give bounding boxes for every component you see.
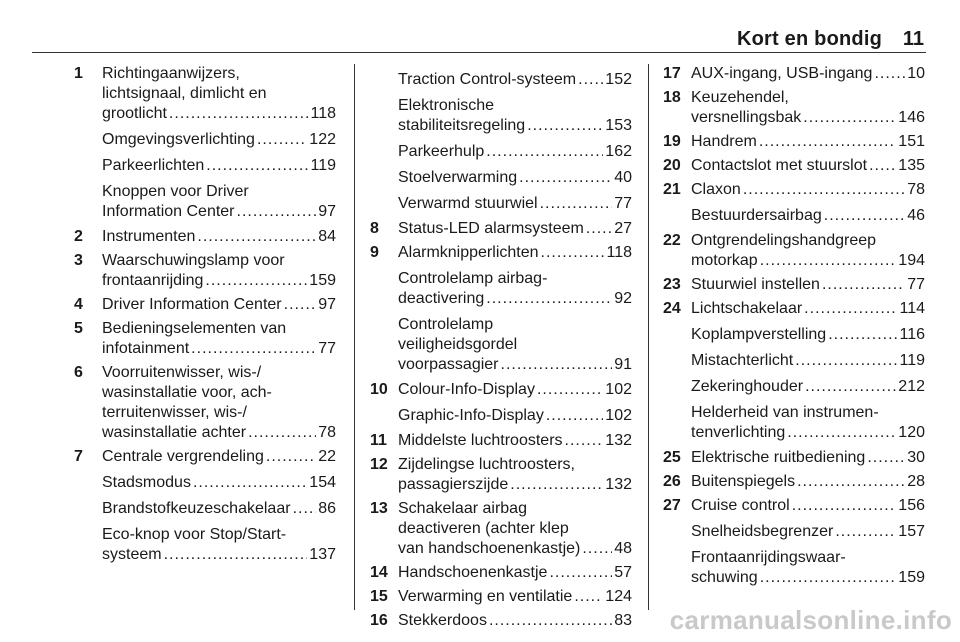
entry-last-line [398, 355, 632, 375]
entry-last-line [102, 227, 336, 247]
entry-page-number: 119 [899, 352, 925, 369]
index-entry [370, 315, 632, 375]
entry-page-number: 124 [605, 588, 632, 605]
entry-page-number: 84 [318, 228, 336, 245]
entry-text: Stadsmodus [102, 474, 191, 491]
entry-text: tenverlichting [691, 424, 786, 441]
entry-page-number: 135 [898, 157, 925, 174]
entry-number: 18 [663, 89, 681, 106]
index-entry [74, 525, 336, 565]
entry-text: Colour-Info-Display [398, 381, 535, 398]
entry-text: Verwarmd stuurwiel [398, 195, 538, 212]
entry-text: infotainment [102, 340, 190, 357]
dot-leader [537, 380, 603, 400]
dot-leader [759, 132, 896, 152]
entry-text: Cruise control [691, 497, 790, 514]
dot-leader [582, 539, 612, 559]
index-entry [370, 269, 632, 309]
dot-leader [486, 142, 603, 162]
entry-page-number: 97 [318, 203, 336, 220]
entry-page-number: 132 [605, 432, 632, 449]
entry-text: Controlelamp [398, 316, 494, 333]
entry-text: stabiliteitsregeling [398, 117, 526, 134]
entry-last-line [102, 545, 336, 565]
entry-page-number: 159 [309, 272, 336, 289]
dot-leader [743, 180, 905, 200]
dot-leader [797, 472, 905, 492]
entry-text: Information Center [102, 203, 235, 220]
entry-number: 5 [74, 320, 83, 337]
entry-page-number: 156 [898, 497, 925, 514]
index-entry [663, 522, 925, 542]
entry-text: Driver Information Center [102, 296, 282, 313]
index-entry [663, 231, 925, 271]
entry-number: 4 [74, 296, 83, 313]
entry-text: deactivering [398, 290, 485, 307]
entry-text: Elektrische ruitbediening [691, 449, 866, 466]
entry-number: 12 [370, 456, 388, 473]
entry-text: Helderheid van instrumen- [691, 404, 879, 421]
entry-last-line [691, 64, 925, 84]
entry-last-line [398, 563, 632, 583]
entry-last-line [398, 194, 632, 214]
entry-text: van handschoenenkastje) [398, 540, 581, 557]
entry-text: Mistachterlicht [691, 352, 794, 369]
entry-text: Bestuurdersairbag [691, 207, 822, 224]
entry-page-number: 77 [318, 340, 336, 357]
dot-leader [549, 563, 612, 583]
entry-last-line [691, 496, 925, 516]
dot-leader [795, 351, 897, 371]
dot-leader [193, 473, 307, 493]
entry-text: deactiveren (achter klep [398, 520, 569, 537]
index-entry [663, 325, 925, 345]
index-entry [663, 275, 925, 295]
entry-number: 21 [663, 181, 681, 198]
entry-page-number: 120 [898, 424, 925, 441]
index-entry [663, 548, 925, 588]
entry-last-line [691, 299, 925, 319]
index-entry [74, 251, 336, 291]
entry-last-line [102, 130, 336, 150]
entry-last-line [691, 423, 925, 443]
entry-last-line [398, 168, 632, 188]
dot-leader [164, 545, 308, 565]
entry-text: Middelste luchtroosters [398, 432, 563, 449]
entry-number: 9 [370, 244, 379, 261]
entry-last-line [691, 251, 925, 271]
entry-page-number: 48 [614, 540, 632, 557]
entry-text: Keuzehendel, [691, 89, 789, 106]
dot-leader [869, 156, 896, 176]
entry-last-line [102, 271, 336, 291]
entry-text: systeem [102, 546, 162, 563]
entry-page-number: 162 [605, 143, 632, 160]
entry-text: Eco-knop voor Stop/Start- [102, 526, 287, 543]
page-number: 11 [902, 28, 924, 50]
entry-text: Contactslot met stuurslot [691, 157, 868, 174]
entry-text: frontaanrijding [102, 272, 204, 289]
entry-text: Verwarming en ventilatie [398, 588, 573, 605]
entry-number: 15 [370, 588, 388, 605]
entry-last-line [102, 156, 336, 176]
entry-text: Bedieningselementen van [102, 320, 287, 337]
dot-leader [197, 227, 316, 247]
entry-page-number: 154 [309, 474, 336, 491]
dot-leader [191, 339, 316, 359]
index-entry [663, 377, 925, 397]
entry-last-line [691, 522, 925, 542]
entry-text: Schakelaar airbag [398, 500, 527, 517]
entry-page-number: 22 [318, 448, 336, 465]
entry-number: 22 [663, 232, 681, 249]
index-entry [370, 587, 632, 607]
index-entry [74, 447, 336, 467]
dot-leader [822, 275, 905, 295]
entry-text: Traction Control-systeem [398, 71, 577, 88]
dot-leader [237, 202, 317, 222]
entry-number: 6 [74, 364, 83, 381]
index-column-3 [663, 64, 925, 593]
index-entry [370, 194, 632, 214]
entry-page-number: 91 [614, 356, 632, 373]
entry-last-line [691, 325, 925, 345]
index-entry [370, 219, 632, 239]
entry-last-line [691, 472, 925, 492]
entry-page-number: 92 [614, 290, 632, 307]
index-entry [370, 431, 632, 451]
entry-text: wasinstallatie achter [102, 424, 247, 441]
dot-leader [284, 295, 317, 315]
entry-text: lichtsignaal, dimlicht en [102, 85, 267, 102]
entry-text: Alarmknipperlichten [398, 244, 539, 261]
dot-leader [266, 447, 316, 467]
entry-last-line [691, 448, 925, 468]
entry-text: Controlelamp airbag- [398, 270, 548, 287]
entry-text: AUX-ingang, USB-ingang [691, 65, 873, 82]
entry-text: veiligheidsgordel [398, 336, 518, 353]
entry-text: Graphic-Info-Display [398, 407, 544, 424]
entry-text: Ontgrendelingshandgreep [691, 232, 877, 249]
entry-page-number: 77 [614, 195, 632, 212]
entry-number: 26 [663, 473, 681, 490]
entry-page-number: 97 [318, 296, 336, 313]
entry-last-line [102, 447, 336, 467]
index-entry [663, 64, 925, 84]
dot-leader [169, 104, 309, 124]
entry-last-line [102, 499, 336, 519]
entry-number: 11 [370, 432, 387, 449]
entry-page-number: 122 [309, 131, 336, 148]
entry-last-line [398, 587, 632, 607]
index-entry [74, 295, 336, 315]
entry-text: Claxon [691, 181, 741, 198]
entry-number: 1 [74, 65, 83, 82]
entry-page-number: 118 [606, 244, 632, 261]
entry-text: Parkeerlichten [102, 157, 205, 174]
entry-text: Knoppen voor Driver [102, 183, 249, 200]
entry-page-number: 212 [898, 378, 925, 395]
entry-last-line [691, 156, 925, 176]
index-entry [74, 64, 336, 124]
entry-page-number: 157 [898, 523, 925, 540]
index-entry [74, 363, 336, 443]
index-entry [370, 406, 632, 426]
index-entry [74, 130, 336, 150]
index-entry [663, 403, 925, 443]
index-entry [663, 206, 925, 226]
dot-leader [828, 325, 897, 345]
entry-last-line [691, 108, 925, 128]
entry-last-line [398, 475, 632, 495]
dot-leader [205, 271, 307, 291]
entry-last-line [691, 180, 925, 200]
entry-text: grootlicht [102, 105, 167, 122]
dot-leader [586, 219, 612, 239]
entry-text: Stekkerdoos [398, 612, 487, 629]
entry-page-number: 152 [605, 71, 632, 88]
dot-leader [206, 156, 308, 176]
index-entry [370, 499, 632, 559]
entry-page-number: 10 [907, 65, 925, 82]
entry-text: Handrem [691, 133, 757, 150]
entry-last-line [398, 406, 632, 426]
entry-text: schuwing [691, 569, 758, 586]
entry-text: Stoelverwarming [398, 169, 518, 186]
dot-leader [574, 587, 603, 607]
entry-number: 13 [370, 500, 388, 517]
entry-page-number: 102 [605, 381, 632, 398]
entry-last-line [398, 116, 632, 136]
index-entry [370, 380, 632, 400]
entry-text: Buitenspiegels [691, 473, 796, 490]
entry-page-number: 159 [898, 569, 925, 586]
entry-text: Voorruitenwisser, wis-/ [102, 364, 262, 381]
page-header [32, 26, 926, 53]
entry-last-line [102, 473, 336, 493]
index-entry [663, 351, 925, 371]
entry-number: 24 [663, 300, 681, 317]
entry-text: versnellingsbak [691, 109, 802, 126]
entry-text: voorpassagier [398, 356, 499, 373]
dot-leader [867, 448, 905, 468]
entry-number: 2 [74, 228, 83, 245]
entry-number: 17 [663, 65, 681, 82]
index-entry [370, 96, 632, 136]
entry-page-number: 78 [318, 424, 336, 441]
entry-text: Centrale vergrendeling [102, 448, 264, 465]
dot-leader [578, 70, 603, 90]
dot-leader [519, 168, 612, 188]
entry-last-line [398, 380, 632, 400]
dot-leader [835, 522, 896, 542]
entry-page-number: 102 [605, 407, 632, 424]
page-title: Kort en bondig [737, 28, 882, 50]
index-entry [370, 70, 632, 90]
index-entry [74, 499, 336, 519]
index-entry [74, 319, 336, 359]
entry-text: Zijdelingse luchtroosters, [398, 456, 575, 473]
entry-last-line [398, 431, 632, 451]
entry-text: Waarschuwingslamp voor [102, 252, 285, 269]
dot-leader [489, 611, 612, 631]
index-entry [663, 132, 925, 152]
entry-text: Zekeringhouder [691, 378, 804, 395]
dot-leader [248, 423, 316, 443]
entry-page-number: 118 [310, 105, 336, 122]
entry-text: Frontaanrijdingswaar- [691, 549, 846, 566]
index-column-2 [370, 64, 632, 635]
index-entry [74, 473, 336, 493]
entry-page-number: 116 [899, 326, 925, 343]
index-entry [370, 243, 632, 263]
entry-text: passagierszijde [398, 476, 509, 493]
index-entry [370, 455, 632, 495]
dot-leader [293, 499, 317, 519]
entry-last-line [691, 275, 925, 295]
dot-leader [803, 108, 896, 128]
index-entry [663, 88, 925, 128]
index-entry [74, 227, 336, 247]
dot-leader [257, 130, 307, 150]
dot-leader [486, 289, 612, 309]
entry-number: 7 [74, 448, 83, 465]
entry-page-number: 27 [614, 220, 632, 237]
entry-page-number: 77 [907, 276, 925, 293]
entry-last-line [398, 289, 632, 309]
entry-text: Lichtschakelaar [691, 300, 803, 317]
dot-leader [760, 568, 897, 588]
index-entry [370, 611, 632, 631]
entry-text: Parkeerhulp [398, 143, 485, 160]
entry-page-number: 114 [899, 300, 925, 317]
index-entry [663, 299, 925, 319]
entry-last-line [102, 423, 336, 443]
entry-text: Instrumenten [102, 228, 196, 245]
entry-last-line [691, 351, 925, 371]
index-column-1 [74, 64, 336, 570]
entry-number: 3 [74, 252, 83, 269]
entry-page-number: 46 [907, 207, 925, 224]
entry-text: Snelheidsbegrenzer [691, 523, 834, 540]
entry-number: 19 [663, 133, 681, 150]
entry-number: 10 [370, 381, 388, 398]
entry-page-number: 194 [898, 252, 925, 269]
entry-text: Omgevingsverlichting [102, 131, 255, 148]
entry-number: 23 [663, 276, 681, 293]
entry-number: 14 [370, 564, 388, 581]
entry-number: 16 [370, 612, 388, 629]
entry-last-line [398, 219, 632, 239]
dot-leader [874, 64, 905, 84]
entry-last-line [398, 142, 632, 162]
entry-page-number: 40 [614, 169, 632, 186]
entry-text: wasinstallatie voor, ach- [102, 384, 272, 401]
dot-leader [565, 431, 604, 451]
entry-last-line [398, 611, 632, 631]
column-divider [354, 64, 355, 610]
dot-leader [546, 406, 603, 426]
entry-page-number: 153 [605, 117, 632, 134]
dot-leader [527, 116, 603, 136]
entry-text: Koplampverstelling [691, 326, 827, 343]
entry-text: motorkap [691, 252, 758, 269]
entry-text: Elektronische [398, 97, 495, 114]
entry-number: 25 [663, 449, 681, 466]
dot-leader [787, 423, 896, 443]
entry-text: Richtingaanwijzers, [102, 65, 240, 82]
dot-leader [510, 475, 603, 495]
index-entry [663, 156, 925, 176]
entry-text: Brandstofkeuzeschakelaar [102, 500, 291, 517]
entry-page-number: 151 [898, 133, 925, 150]
entry-page-number: 86 [318, 500, 336, 517]
entry-last-line [398, 243, 632, 263]
column-divider [648, 64, 649, 610]
entry-page-number: 119 [310, 157, 336, 174]
dot-leader [760, 251, 897, 271]
entry-last-line [102, 339, 336, 359]
entry-last-line [398, 70, 632, 90]
entry-number: 8 [370, 220, 379, 237]
index-entry [370, 142, 632, 162]
index-entry [74, 182, 336, 222]
entry-last-line [102, 202, 336, 222]
entry-page-number: 83 [614, 612, 632, 629]
entry-text: Status-LED alarmsysteem [398, 220, 584, 237]
entry-number: 20 [663, 157, 681, 174]
entry-text: Handschoenenkastje [398, 564, 548, 581]
entry-last-line [691, 377, 925, 397]
entry-last-line [691, 206, 925, 226]
dot-leader [804, 299, 897, 319]
dot-leader [805, 377, 896, 397]
dot-leader [501, 355, 613, 375]
entry-number: 27 [663, 497, 681, 514]
index-entry [663, 496, 925, 516]
entry-page-number: 57 [614, 564, 632, 581]
entry-page-number: 30 [907, 449, 925, 466]
index-entry [663, 448, 925, 468]
entry-page-number: 132 [605, 476, 632, 493]
entry-text: Stuurwiel instellen [691, 276, 820, 293]
entry-last-line [102, 295, 336, 315]
dot-leader [792, 496, 897, 516]
dot-leader [824, 206, 905, 226]
entry-text: terruitenwisser, wis-/ [102, 404, 247, 421]
index-entry [663, 472, 925, 492]
entry-last-line [691, 568, 925, 588]
dot-leader [541, 243, 605, 263]
entry-last-line [102, 104, 336, 124]
entry-last-line [691, 132, 925, 152]
entry-page-number: 78 [907, 181, 925, 198]
index-entry [663, 180, 925, 200]
entry-page-number: 146 [898, 109, 925, 126]
dot-leader [540, 194, 613, 214]
index-entry [370, 563, 632, 583]
entry-last-line [398, 539, 632, 559]
entry-page-number: 137 [309, 546, 336, 563]
entry-page-number: 28 [907, 473, 925, 490]
watermark: carmanualsonline.info [669, 605, 952, 635]
index-entry [74, 156, 336, 176]
index-entry [370, 168, 632, 188]
